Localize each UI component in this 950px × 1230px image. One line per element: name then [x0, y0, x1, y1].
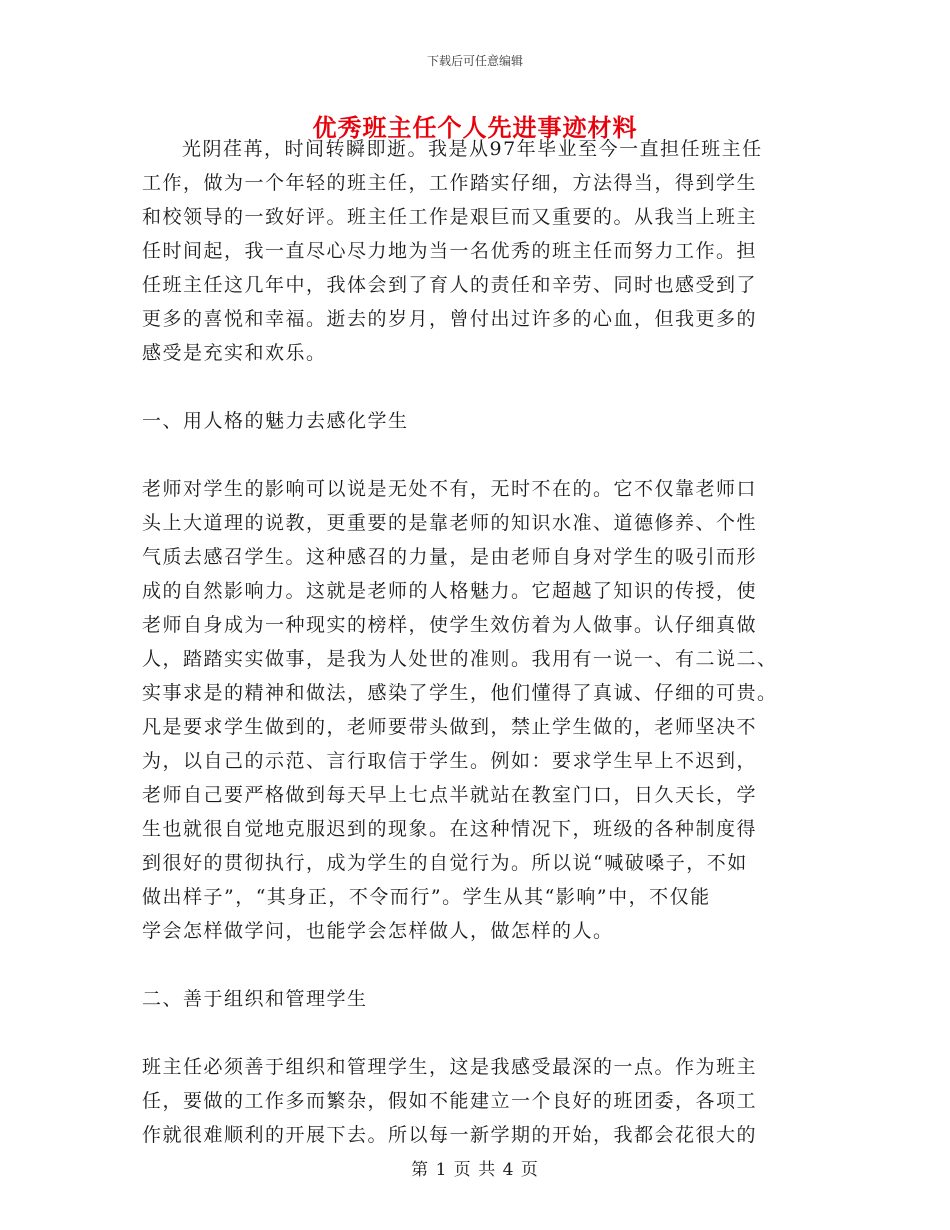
text-line: 实事求是的精神和做法，感染了学生，他们懂得了真诚、仔细的可贵。: [142, 682, 778, 704]
page-number: 第 1 页 共 4 页: [411, 1160, 539, 1180]
text-line: 老师自身成为一种现实的榜样，使学生效仿着为人做事。认仔细真做: [142, 614, 758, 636]
intro-paragraph: [142, 132, 802, 370]
text-line: 生也就很自觉地克服迟到的现象。在这种情况下，班级的各种制度得: [142, 818, 758, 840]
document-body: [142, 132, 802, 1152]
section-1-paragraph: [142, 472, 802, 948]
section-heading: 一、用人格的魅力去感化学生: [142, 410, 409, 432]
text-line: 为，以自己的示范、言行取信于学生。例如：要求学生早上不迟到，: [142, 750, 758, 772]
text-line: 任时间起，我一直尽心尽力地为当一名优秀的班主任而努力工作。担: [142, 240, 758, 262]
text-line: 感受是充实和欢乐。: [142, 342, 327, 364]
text-line: 成的自然影响力。这就是老师的人格魅力。它超越了知识的传授，使: [142, 580, 758, 602]
text-line: 任，要做的工作多而繁杂，假如不能建立一个良好的班团委，各项工: [142, 1090, 758, 1112]
text-line: 人，踏踏实实做事，是我为人处世的准则。我用有一说一、有二说二、: [142, 648, 778, 670]
text-line: 任班主任这几年中，我体会到了育人的责任和辛劳、同时也感受到了: [142, 274, 758, 296]
text-line: 光阴荏苒，时间转瞬即逝。我是从97年毕业至今一直担任班主任: [182, 138, 763, 160]
text-line: 凡是要求学生做到的，老师要带头做到，禁止学生做的，老师坚决不: [142, 716, 758, 738]
section-heading: 二、善于组织和管理学生: [142, 988, 368, 1010]
section-2-heading: [142, 982, 802, 1016]
text-line: 更多的喜悦和幸福。逝去的岁月，曾付出过许多的心血，但我更多的: [142, 308, 758, 330]
text-line: 到很好的贯彻执行，成为学生的自觉行为。所以说“喊破嗓子，不如: [142, 852, 748, 874]
section-2-paragraph: [142, 1050, 802, 1152]
page-header-note: 下载后可任意编辑: [426, 54, 523, 68]
text-line: 气质去感召学生。这种感召的力量，是由老师自身对学生的吸引而形: [142, 546, 758, 568]
text-line: 做出样子”，“其身正，不令而行”。学生从其“影响”中，不仅能: [142, 886, 711, 908]
text-line: 头上大道理的说教，更重要的是靠老师的知识水准、道德修养、个性: [142, 512, 758, 534]
text-line: 工作，做为一个年轻的班主任，工作踏实仔细，方法得当，得到学生: [142, 172, 758, 194]
section-1-heading: [142, 404, 802, 438]
text-line: 班主任必须善于组织和管理学生，这是我感受最深的一点。作为班主: [142, 1056, 758, 1078]
text-line: 学会怎样做学问，也能学会怎样做人，做怎样的人。: [142, 920, 614, 942]
text-line: 和校领导的一致好评。班主任工作是艰巨而又重要的。从我当上班主: [142, 206, 758, 228]
text-line: 老师对学生的影响可以说是无处不有，无时不在的。它不仅靠老师口: [142, 478, 758, 500]
text-line: 作就很难顺利的开展下去。所以每一新学期的开始，我都会花很大的: [142, 1124, 758, 1146]
text-line: 老师自己要严格做到每天早上七点半就站在教室门口，日久天长，学: [142, 784, 758, 806]
document-title: 优秀班主任个人先进事迹材料: [312, 113, 638, 142]
